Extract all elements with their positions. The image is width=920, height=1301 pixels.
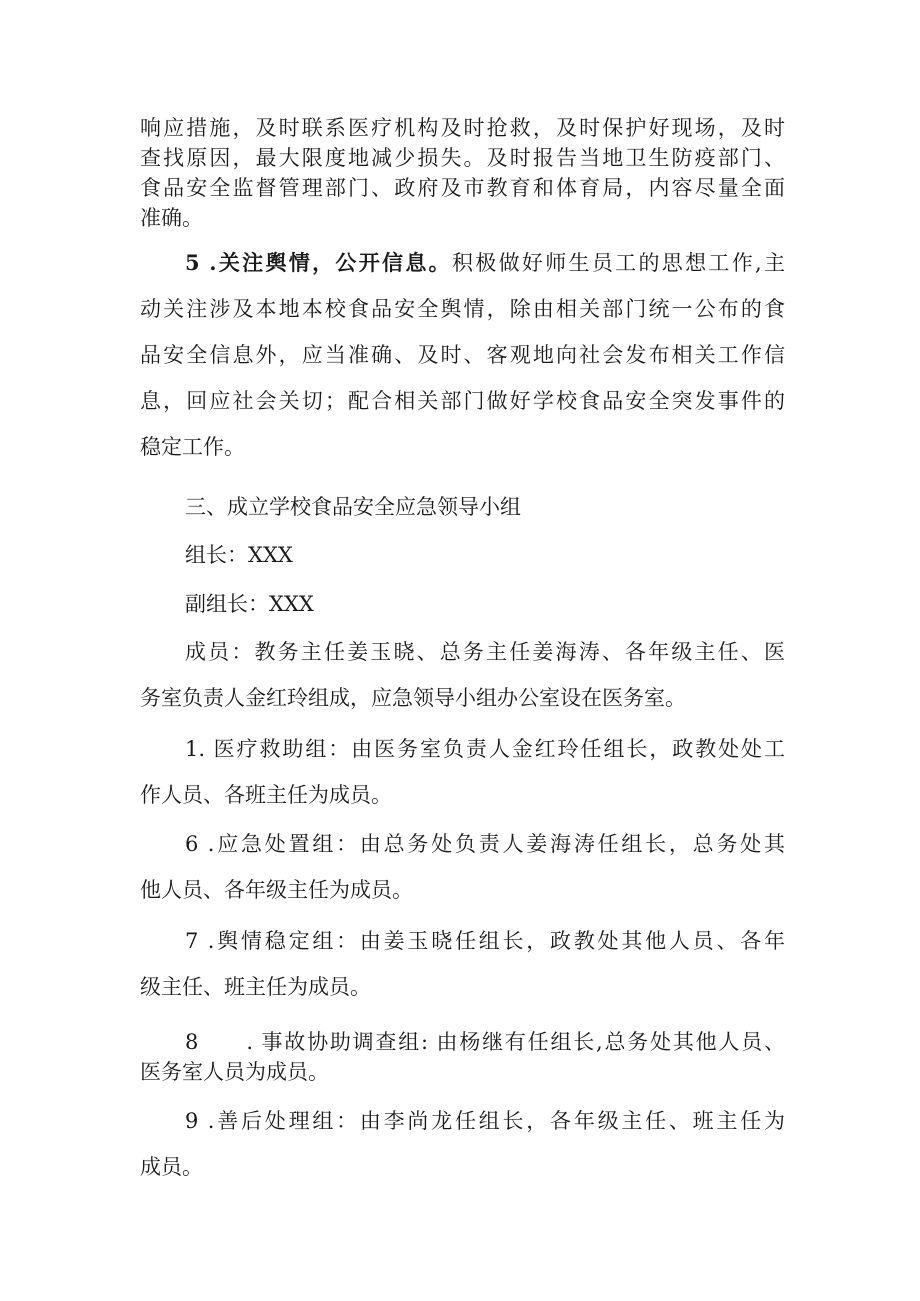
vice-leader-line: 副组长：XXX: [185, 592, 314, 616]
paragraph-opinion-group: [140, 918, 785, 1010]
paragraph-emergency-group: [140, 821, 785, 913]
paragraph-response-measures: [140, 113, 785, 233]
text-line: 稳定工作。: [140, 435, 245, 459]
text-line: 成员：教务主任姜玉晓、总务主任姜海涛、各年级主任、医: [185, 640, 785, 664]
text-line: 息，回应社会关切；配合相关部门做好学校食品安全突发事件的: [140, 389, 785, 413]
paragraph-investigation-group: [140, 1027, 785, 1087]
text-line: 务室负责人金红玲组成，应急领导小组办公室设在医务室。: [140, 686, 686, 710]
text-line: 6 .应急处置组：由总务处负责人姜海涛任组长，总务处其: [185, 832, 785, 856]
text-line: 动关注涉及本地本校食品安全舆情，除由相关部门统一公布的食: [140, 297, 785, 321]
paragraph-public-opinion: [140, 240, 785, 470]
text-line: 响应措施，及时联系医疗机构及时抢救，及时保护好现场，及时: [140, 116, 785, 140]
text-line: 1. 医疗救助组：由医务室负责人金红玲任组长，政教处处工: [185, 737, 785, 761]
text-line: 成员。: [140, 1155, 203, 1179]
text-segment: . 事故协助调查组: 由杨继有任组长,总务处其他人员、: [246, 1030, 785, 1054]
text-line: 他人员、各年级主任为成员。: [140, 878, 413, 902]
text-line: 查找原因，最大限度地减少损失。及时报告当地卫生防疫部门、: [140, 146, 785, 170]
text-line: 品安全信息外，应当准确、及时、客观地向社会发布相关工作信: [140, 343, 785, 367]
leader-line: 组长：XXX: [185, 543, 293, 567]
text-line: 医务室人员为成员。: [140, 1060, 329, 1084]
bold-lead-text: 5 .关注舆情，公开信息。: [185, 250, 452, 275]
paragraph-members: [140, 629, 785, 721]
text-line: 级主任、班主任为成员。: [140, 975, 371, 999]
paragraph-aftermath-group: [140, 1098, 785, 1190]
list-number: 8: [185, 1030, 199, 1054]
text-line: 食品安全监督管理部门、政府及市教育和体育局，内容尽量全面: [140, 176, 785, 200]
text-line: 作人员、各班主任为成员。: [140, 783, 392, 807]
section-heading: 三、成立学校食品安全应急领导小组: [185, 495, 521, 519]
text-segment: 积极做好师生员工的思想工作,主: [451, 251, 785, 275]
text-line: 准确。: [140, 206, 203, 230]
paragraph-medical-group: [140, 726, 785, 818]
text-line: 7 .舆情稳定组：由姜玉晓任组长，政教处其他人员、各年: [185, 929, 785, 953]
text-line: [140, 1027, 785, 1057]
text-line: [140, 240, 785, 286]
text-line: 9 .善后处理组：由李尚龙任组长，各年级主任、班主任为: [185, 1109, 785, 1133]
